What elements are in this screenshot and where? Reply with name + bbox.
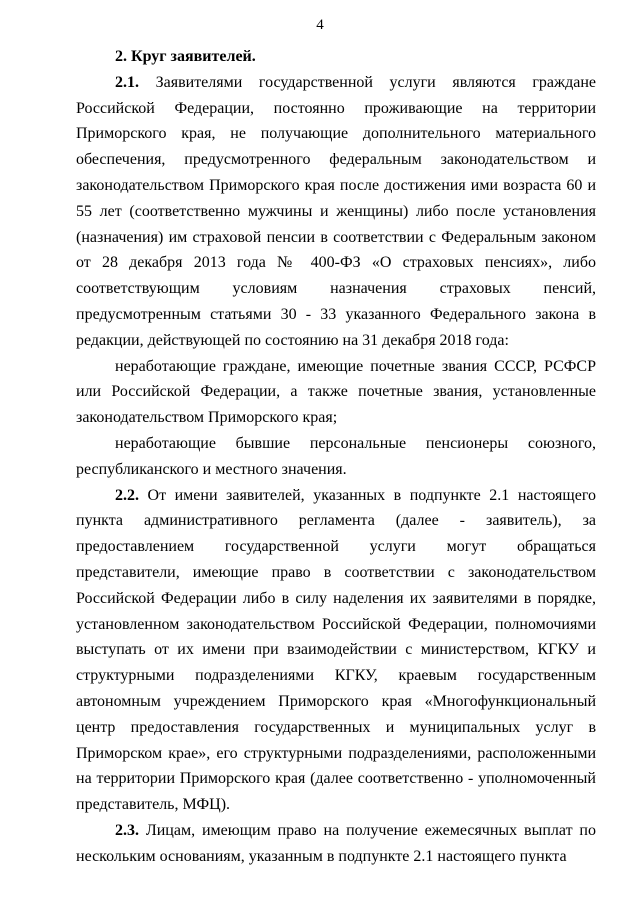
paragraph-text: неработающие бывшие персональные пенсионеры союзного, республиканского и местного значения. — [76, 434, 596, 478]
paragraph-text: Лицам, имеющим право на получение ежемесячных выплат по нескольким основаниям, указанным в подпункте 2.1 настоящего пункта — [76, 821, 596, 865]
paragraph-2-1 — [76, 70, 596, 354]
paragraph-text: От имени заявителей, указанных в подпункте 2.1 настоящего пункта административного регламента (далее - заявитель), за предоставлением государственной услуги могут обращаться представители, имеющие право в соответствии с законодательством Российской Федерации либо в силу наделения их заявителями в порядке, установленном законодательством Российской Федерации, полномочиями выступать от их имени при взаимодействии с министерством, КГКУ и структурными подразделениями КГКУ, краевым государственным автономным учреждением Приморского края «Многофункциональный центр предоставления государственных и муниципальных услуг в Приморском крае», его структурными подразделениями, расположенными на территории Приморского края (далее соответственно - уполномоченный представитель, МФЦ). — [76, 486, 596, 814]
paragraph-2-2 — [76, 483, 596, 818]
section-title: 2. Круг заявителей. — [115, 48, 256, 65]
paragraph-number: 2.2. — [115, 486, 139, 504]
paragraph-list-item-honorary — [76, 354, 596, 431]
paragraph-text: неработающие граждане, имеющие почетные звания СССР, РСФСР или Российской Федерации, а также почетные звания, установленные законодательством Приморского края; — [76, 357, 596, 427]
paragraph-list-item-personal-pensioners — [76, 431, 596, 483]
document-body — [76, 44, 596, 870]
paragraph-number: 2.3. — [115, 821, 139, 839]
paragraph-2-3 — [76, 818, 596, 870]
paragraph-number: 2.1. — [115, 73, 139, 91]
page-number: 4 — [316, 17, 324, 33]
paragraph-text: Заявителями государственной услуги являются граждане Российской Федерации, постоянно проживающие на территории Приморского края, не получающие дополнительного материального обеспечения, предусмотренного федеральным законодательством и законодательством Приморского края после достижения ими возраста 60 и 55 лет (соответственно мужчины и женщины) либо после установления (назначения) им страховой пенсии в соответствии с Федеральным законом от 28 декабря 2013 года № 400-ФЗ «О страховых пенсиях», либо соответствующим условиям назначения страховых пенсий, предусмотренным статьями 30 - 33 указанного Федерального закона в редакции, действующей по состоянию на 31 декабря 2018 года: — [76, 73, 596, 349]
